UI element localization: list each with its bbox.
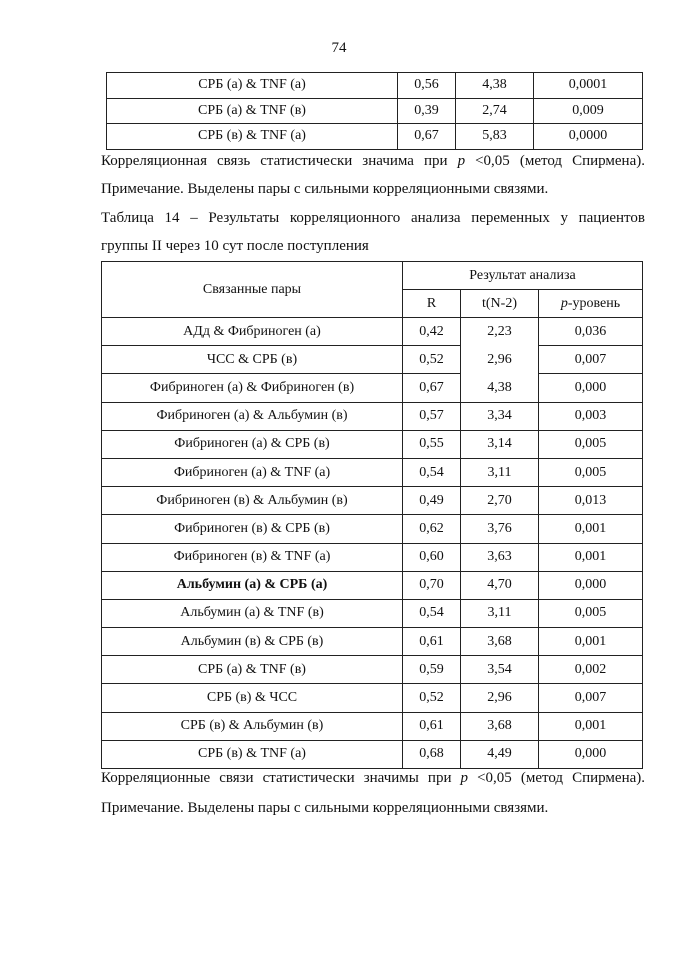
t-cell: 5,83 — [456, 124, 534, 150]
t-cell: 3,11 — [461, 599, 539, 627]
table-row — [102, 684, 643, 712]
t-cell: 3,63 — [461, 543, 539, 571]
r-cell: 0,68 — [403, 740, 461, 768]
r-cell: 0,54 — [403, 599, 461, 627]
r-cell: 0,54 — [403, 458, 461, 486]
r-cell: 0,67 — [398, 124, 456, 150]
p-cell: 0,001 — [539, 515, 643, 543]
pair-cell: Альбумин (а) & TNF (в) — [102, 599, 403, 627]
pair-cell: СРБ (в) & TNF (а) — [107, 124, 398, 150]
p-cell: 0,007 — [539, 684, 643, 712]
significance-note-2: Корреляционные связи статистически значимы при p <0,05 (метод Спирмена). — [101, 770, 645, 786]
table-row — [102, 402, 643, 430]
r-cell: 0,59 — [403, 656, 461, 684]
p-cell: 0,005 — [539, 599, 643, 627]
r-cell: 0,55 — [403, 430, 461, 458]
t-cell: 4,49 — [461, 740, 539, 768]
r-cell: 0,57 — [403, 402, 461, 430]
r-cell: 0,39 — [398, 98, 456, 124]
t-cell: 3,76 — [461, 515, 539, 543]
header-result: Результат анализа — [403, 262, 643, 290]
r-cell: 0,52 — [403, 346, 461, 374]
p-cell: 0,000 — [539, 571, 643, 599]
p-cell: 0,001 — [539, 628, 643, 656]
r-cell: 0,60 — [403, 543, 461, 571]
pair-cell: Фибриноген (а) & СРБ (в) — [102, 430, 403, 458]
pair-cell: Альбумин (а) & СРБ (а) — [102, 571, 403, 599]
pair-cell: ЧСС & СРБ (в) — [102, 346, 403, 374]
p-cell: 0,002 — [539, 656, 643, 684]
pair-cell: СРБ (а) & TNF (в) — [102, 656, 403, 684]
pair-cell: АДд & Фибриноген (а) — [102, 318, 403, 346]
highlight-note: Примечание. Выделены пары с сильными корреляционными связями. — [101, 181, 549, 197]
highlight-note-2: Примечание. Выделены пары с сильными корреляционными связями. — [101, 800, 549, 816]
p-cell: 0,005 — [539, 458, 643, 486]
table-row — [107, 73, 643, 99]
t-cell: 2,96 — [461, 684, 539, 712]
t-cell: 2,74 — [456, 98, 534, 124]
t-cell: 4,70 — [461, 571, 539, 599]
significance-note: Корреляционная связь статистически значима при p <0,05 (метод Спирмена). — [101, 153, 645, 169]
t-cell: 3,34 — [461, 402, 539, 430]
r-cell: 0,42 — [403, 318, 461, 346]
table-row — [102, 712, 643, 740]
header-p-level: p-уровень — [539, 290, 643, 318]
pair-cell: Фибриноген (в) & Альбумин (в) — [102, 487, 403, 515]
t-cell: 3,68 — [461, 628, 539, 656]
t-cell: 2,23 — [461, 318, 539, 346]
p-cell: 0,0001 — [534, 73, 643, 99]
t-cell: 2,70 — [461, 487, 539, 515]
p-cell: 0,001 — [539, 543, 643, 571]
pair-cell: СРБ (в) & TNF (а) — [102, 740, 403, 768]
pair-cell: Фибриноген (а) & Альбумин (в) — [102, 402, 403, 430]
pair-cell: СРБ (а) & TNF (в) — [107, 98, 398, 124]
table-row — [102, 515, 643, 543]
r-cell: 0,52 — [403, 684, 461, 712]
correlation-table — [101, 261, 643, 769]
t-cell: 4,38 — [456, 73, 534, 99]
t-cell: 4,38 — [461, 374, 539, 402]
p-cell: 0,003 — [539, 402, 643, 430]
table-row — [102, 656, 643, 684]
p-cell: 0,036 — [539, 318, 643, 346]
p-cell: 0,007 — [539, 346, 643, 374]
header-pairs: Связанные пары — [102, 262, 403, 318]
p-cell: 0,000 — [539, 740, 643, 768]
table-row — [102, 543, 643, 571]
p-cell: 0,000 — [539, 374, 643, 402]
p-cell: 0,001 — [539, 712, 643, 740]
p-cell: 0,009 — [534, 98, 643, 124]
table-row — [102, 487, 643, 515]
table-continuation — [106, 72, 643, 150]
pair-cell: СРБ (а) & TNF (а) — [107, 73, 398, 99]
p-cell: 0,005 — [539, 430, 643, 458]
pair-cell: Фибриноген (а) & Фибриноген (в) — [102, 374, 403, 402]
pair-cell: Фибриноген (в) & TNF (а) — [102, 543, 403, 571]
table-caption-line-2: группы II через 10 сут после поступления — [101, 238, 369, 254]
table-row — [102, 430, 643, 458]
r-cell: 0,62 — [403, 515, 461, 543]
r-cell: 0,49 — [403, 487, 461, 515]
page-number: 74 — [331, 40, 347, 56]
t-cell: 3,54 — [461, 656, 539, 684]
table-row — [107, 98, 643, 124]
pair-cell: СРБ (в) & ЧСС — [102, 684, 403, 712]
pair-cell: Фибриноген (в) & СРБ (в) — [102, 515, 403, 543]
table-row — [102, 458, 643, 486]
t-cell: 3,11 — [461, 458, 539, 486]
pair-cell: Альбумин (в) & СРБ (в) — [102, 628, 403, 656]
table-row — [102, 346, 643, 374]
table-row — [102, 571, 643, 599]
p-cell: 0,0000 — [534, 124, 643, 150]
pair-cell: СРБ (в) & Альбумин (в) — [102, 712, 403, 740]
table-row — [102, 599, 643, 627]
header-t: t(N-2) — [461, 290, 539, 318]
t-cell: 3,68 — [461, 712, 539, 740]
table-row — [107, 124, 643, 150]
table-row — [102, 374, 643, 402]
r-cell: 0,61 — [403, 712, 461, 740]
r-cell: 0,56 — [398, 73, 456, 99]
r-cell: 0,70 — [403, 571, 461, 599]
header-r: R — [403, 290, 461, 318]
table-caption-line-1: Таблица 14 – Результаты корреляционного анализа переменных у пациентов — [101, 210, 645, 226]
table-row — [102, 318, 643, 346]
r-cell: 0,67 — [403, 374, 461, 402]
pair-cell: Фибриноген (а) & TNF (а) — [102, 458, 403, 486]
p-cell: 0,013 — [539, 487, 643, 515]
t-cell: 2,96 — [461, 346, 539, 374]
t-cell: 3,14 — [461, 430, 539, 458]
r-cell: 0,61 — [403, 628, 461, 656]
table-row — [102, 628, 643, 656]
